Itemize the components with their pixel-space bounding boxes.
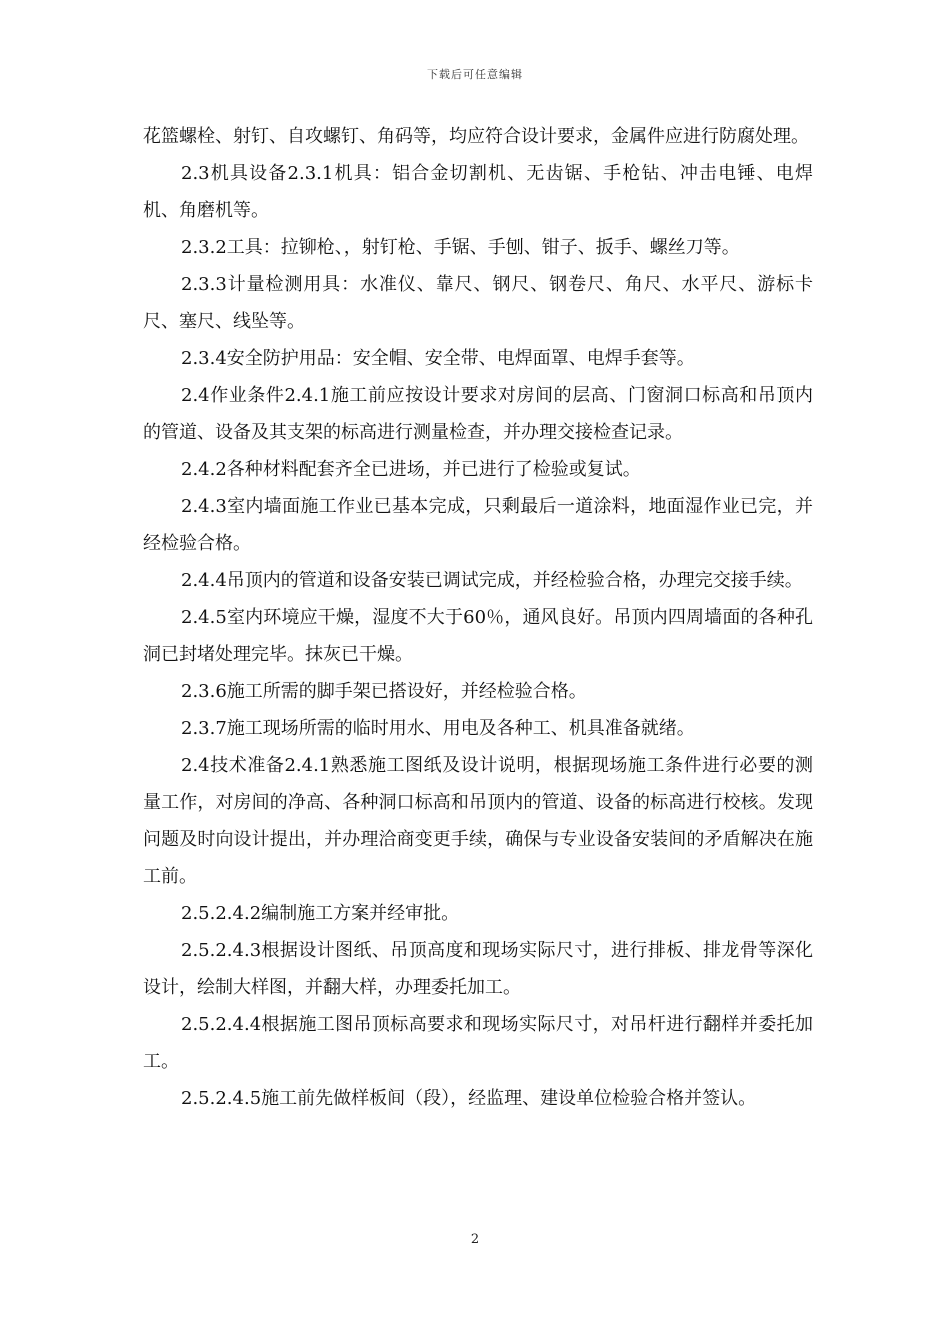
paragraph-2-3: 2.3机具设备2.3.1机具：铝合金切割机、无齿锯、手枪钻、冲击电锤、电焊机、角磨机等。 xyxy=(143,163,813,221)
paragraph-2-3-2: 2.3.2工具：拉铆枪、，射钉枪、手锯、手刨、钳子、扳手、螺丝刀等。 xyxy=(181,237,740,258)
paragraph-2-4-5: 2.4.5室内环境应干燥，湿度不大于60％，通风良好。吊顶内四周墙面的各种孔洞已封堵处理完毕。抹灰已干燥。 xyxy=(143,607,813,665)
paragraph-2-5-2-4-4: 2.5.2.4.4根据施工图吊顶标高要求和现场实际尺寸，对吊杆进行翻样并委托加工。 xyxy=(143,1014,813,1072)
page-number: 2 xyxy=(470,1232,480,1247)
paragraph-2-5-2-4-2: 2.5.2.4.2编制施工方案并经审批。 xyxy=(181,903,460,924)
paragraph-2-3-6: 2.3.6施工所需的脚手架已搭设好，并经检验合格。 xyxy=(181,681,587,702)
paragraph-2-5-2-4-5: 2.5.2.4.5施工前先做样板间（段），经监理、建设单位检验合格并签认。 xyxy=(181,1088,757,1109)
paragraph-2-3-3: 2.3.3计量检测用具：水准仪、靠尺、钢尺、钢卷尺、角尺、水平尺、游标卡尺、塞尺、线坠等。 xyxy=(143,274,813,332)
paragraph-2-3-7: 2.3.7施工现场所需的临时用水、用电及各种工、机具准备就绪。 xyxy=(181,718,695,739)
paragraph-2-4-4: 2.4.4吊顶内的管道和设备安装已调试完成，并经检验合格，办理完交接手续。 xyxy=(181,570,803,591)
document-body xyxy=(143,118,813,1117)
paragraph-2-4-3: 2.4.3室内墙面施工作业已基本完成，只剩最后一道涂料，地面湿作业已完，并经检验合格。 xyxy=(143,496,813,554)
page-header: 下载后可任意编辑 xyxy=(427,68,523,81)
paragraph-2-4: 2.4作业条件2.4.1施工前应按设计要求对房间的层高、门窗洞口标高和吊顶内的管道、设备及其支架的标高进行测量检查，并办理交接检查记录。 xyxy=(143,385,813,443)
paragraph-2-5-2-4-3: 2.5.2.4.3根据设计图纸、吊顶高度和现场实际尺寸，进行排板、排龙骨等深化设计，绘制大样图，并翻大样，办理委托加工。 xyxy=(143,940,813,998)
paragraph-2-4-2: 2.4.2各种材料配套齐全已进场，并已进行了检验或复试。 xyxy=(181,459,641,480)
paragraph-2-4-technical: 2.4技术准备2.4.1熟悉施工图纸及设计说明，根据现场施工条件进行必要的测量工作，对房间的净高、各种洞口标高和吊顶内的管道、设备的标高进行校核。发现问题及时向设计提出，并办理洽商变更手续，确保与专业设备安装间的矛盾解决在施工前。 xyxy=(143,755,813,887)
paragraph-continuation: 花篮螺栓、射钉、自攻螺钉、角码等，均应符合设计要求，金属件应进行防腐处理。 xyxy=(143,126,809,147)
paragraph-2-3-4: 2.3.4安全防护用品：安全帽、安全带、电焊面罩、电焊手套等。 xyxy=(181,348,695,369)
